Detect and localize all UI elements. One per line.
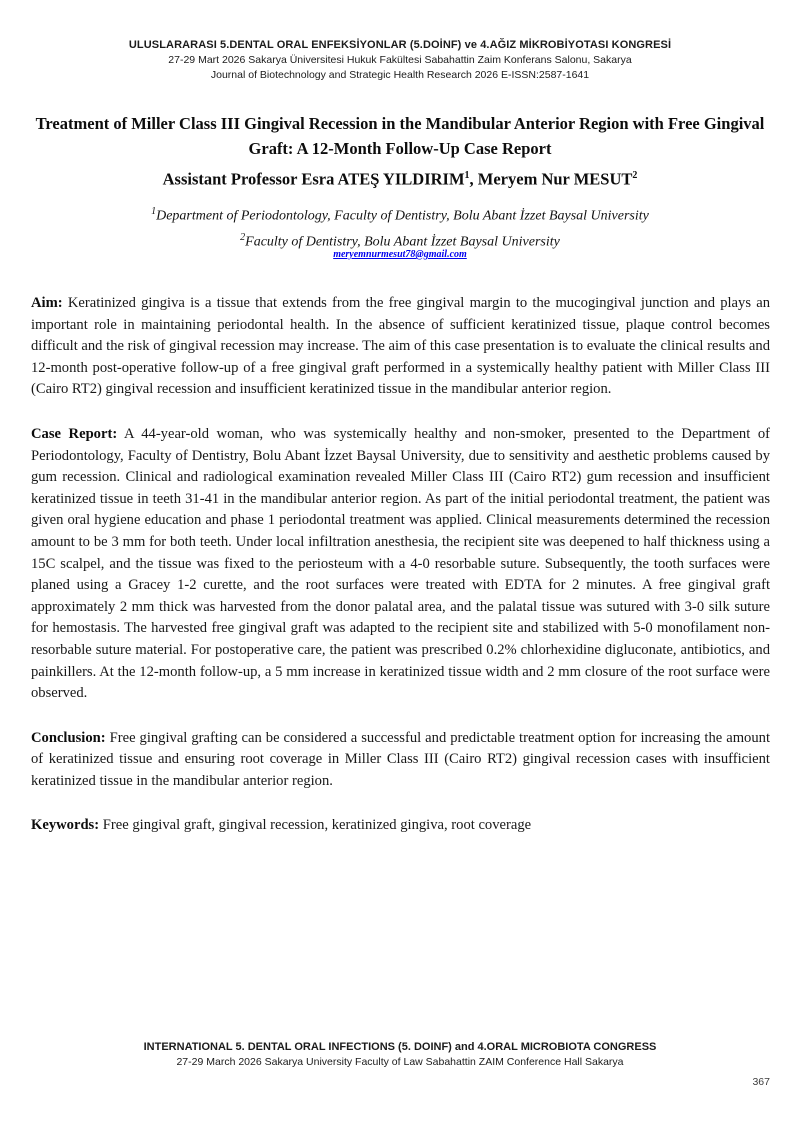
conclusion-label: Conclusion: [31, 729, 106, 746]
conclusion-text: Free gingival grafting can be considered a successful and predictable treatment option for increasing the amount of keratinized tissue and ensuring root coverage in Miller Class III (Cairo RT2) gingival recession cases with insufficient keratinized tissue in the mandibular anterior region. [31, 729, 771, 789]
author-1-superscript: 1 [464, 170, 470, 181]
case-report-text: A 44-year-old woman, who was systemically healthy and non-smoker, presented to the Department of Periodontology, Faculty of Dentistry, Bolu Abant İzzet Baysal University, due to sensitivity and aesthetic problems caused by gum recession. Clinical and radiological examination revealed Miller Class III (Cairo RT2) gum recession and insufficient keratinized tissue in teeth 31-41 in the mandibular anterior region. As part of the initial periodontal treatment, the patient was given oral hygiene education and phase 1 periodontal treatment was applied. Clinical measurements determined the recession amount to be 3 mm for both teeth. Under local infiltration anesthesia, the recipient site was deepened to half thickness using a 15C scalpel, and the tissue was fixed to the periosteum with a 4-0 resorbable suture. Subsequently, the tooth surfaces were planed using a Gracey 1-2 curette, and the root surfaces were treated with EDTA for 2 minutes. A free gingival graft approximately 2 mm thick was harvested from the donor palatal area, and the palatal tissue was sutured with 3-0 silk suture for hemostasis. The harvested free gingival graft was adapted to the recipient site and stabilized with 5-0 monofilament non-resorbable suture material. For postoperative care, the patient was prescribed 0.2% chlorhexidine digluconate, antibiotics, and painkillers. At the 12-month follow-up, a 5 mm increase in keratinized tissue width and 2 mm closure of the root surface were observed. [31, 425, 770, 702]
case-report-paragraph [31, 424, 770, 705]
congress-title-en: INTERNATIONAL 5. DENTAL ORAL INFECTIONS (5. DOINF) and 4.ORAL MICROBIOTA CONGRESS [143, 1041, 657, 1053]
keywords-paragraph [31, 815, 770, 837]
congress-footer [0, 1040, 800, 1070]
congress-header [0, 38, 800, 83]
aim-paragraph [31, 293, 770, 401]
email-row [30, 244, 770, 262]
affiliation-1 [30, 201, 770, 227]
congress-title-tr: ULUSLARARASI 5.DENTAL ORAL ENFEKSİYONLAR (5.DOİNF) ve 4.AĞIZ MİKROBİYOTASI KONGRESİ [128, 39, 672, 51]
affiliation-2-superscript: 2 [240, 231, 246, 243]
author-2-superscript: 2 [632, 170, 638, 181]
article-title: Treatment of Miller Class III Gingival Recession in the Mandibular Anterior Region with Free Gingival Graft: A 12-Month Follow-Up Case Report [35, 114, 765, 158]
journal-info: Journal of Biotechnology and Strategic Health Research 2026 E-ISSN:2587-1641 [210, 69, 590, 81]
aim-text: Keratinized gingiva is a tissue that extends from the free gingival margin to the mucogingival junction and plays an important role in maintaining periodontal health. In the absence of sufficient keratinized tissue, plaque control becomes difficult and the risk of gingival recession may increase. The aim of this case presentation is to evaluate the clinical results and 12-month post-operative follow-up of a free gingival graft performed in a systemically healthy patient with Miller Class III (Cairo RT2) gingival recession and insufficient keratinized tissue in the mandibular anterior region. [31, 295, 770, 398]
affiliation-1-text: Department of Periodontology, Faculty of Dentistry, Bolu Abant İzzet Baysal University [156, 208, 649, 224]
affiliation-2-text: Faculty of Dentistry, Bolu Abant İzzet Baysal University [245, 234, 560, 250]
author-1: Assistant Professor Esra ATEŞ YILDIRIM [162, 169, 465, 189]
author-2: , Meryem Nur MESUT [469, 169, 633, 189]
congress-venue-en: 27-29 March 2026 Sakarya University Faculty of Law Sabahattin ZAIM Conference Hall Sakarya [176, 1056, 624, 1068]
congress-venue-tr: 27-29 Mart 2026 Sakarya Üniversitesi Hukuk Fakültesi Sabahattin Zaim Konferans Salonu, Sakarya [168, 54, 632, 66]
page-number: 367 [752, 1076, 770, 1088]
keywords-text: Free gingival graft, gingival recession, keratinized gingiva, root coverage [102, 817, 532, 834]
affiliation-1-superscript: 1 [151, 206, 157, 217]
keywords-label: Keywords: [31, 817, 100, 834]
abstract-body [31, 293, 770, 860]
case-report-label: Case Report: [31, 425, 118, 442]
conclusion-paragraph [31, 728, 770, 793]
author-email-link[interactable]: meryemnurmesut78@gmail.com [333, 249, 467, 260]
aim-label: Aim: [31, 295, 63, 311]
authors-line [30, 163, 770, 192]
